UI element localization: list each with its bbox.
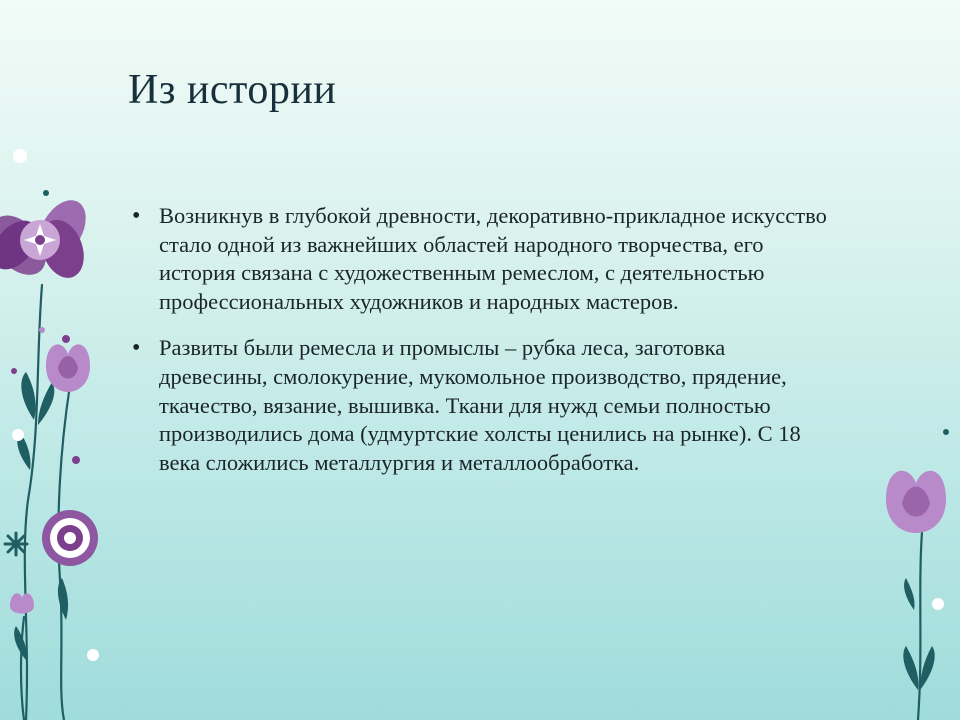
snowflake-icon: [932, 598, 944, 610]
snowflake-icon: [87, 649, 99, 661]
snowflake-icon: [12, 429, 24, 441]
bullet-list: [128, 202, 828, 477]
list-item: [128, 334, 828, 477]
leaf-icon: [903, 646, 918, 690]
leaf-icon: [58, 578, 68, 620]
leaf-icon: [17, 432, 30, 470]
bullet-marker: •: [132, 335, 141, 362]
leaf-icon: [38, 382, 54, 425]
leaf-icon: [904, 578, 914, 610]
ring-flower-icon: [42, 510, 98, 566]
bullet-marker: •: [132, 203, 141, 229]
snowflake-icon: [13, 149, 27, 163]
lilac-tulip-icon: [886, 471, 946, 533]
slide-title: Из истории: [128, 67, 337, 113]
purple-flower-icon: [0, 192, 95, 285]
leaf-icon: [21, 372, 35, 420]
lilac-tulip-icon: [46, 344, 90, 392]
snowflake-icon: [5, 533, 27, 555]
leaf-icon: [14, 626, 26, 660]
slide-content: [128, 202, 828, 495]
bullet-text: Возникнув в глубокой древности, декоративно-прикладное искусство стало одной из важнейших областей народного творчества, его история связана с художественным ремеслом, с деятельностью профессиональных художников и народных мастеров.: [159, 203, 827, 314]
list-item: [128, 202, 828, 316]
bud-icon: [10, 593, 34, 613]
bullet-text: Развиты были ремесла и промыслы – рубка леса, заготовка древесины, смолокурение, мукомольное производство, прядение, ткачество, вязание, вышивка. Ткани для нужд семьи полностью производились дома (удмуртские холсты ценились на рынке). С 18 века сложились металлургия и металлообработка.: [159, 335, 801, 475]
leaf-icon: [920, 646, 935, 690]
